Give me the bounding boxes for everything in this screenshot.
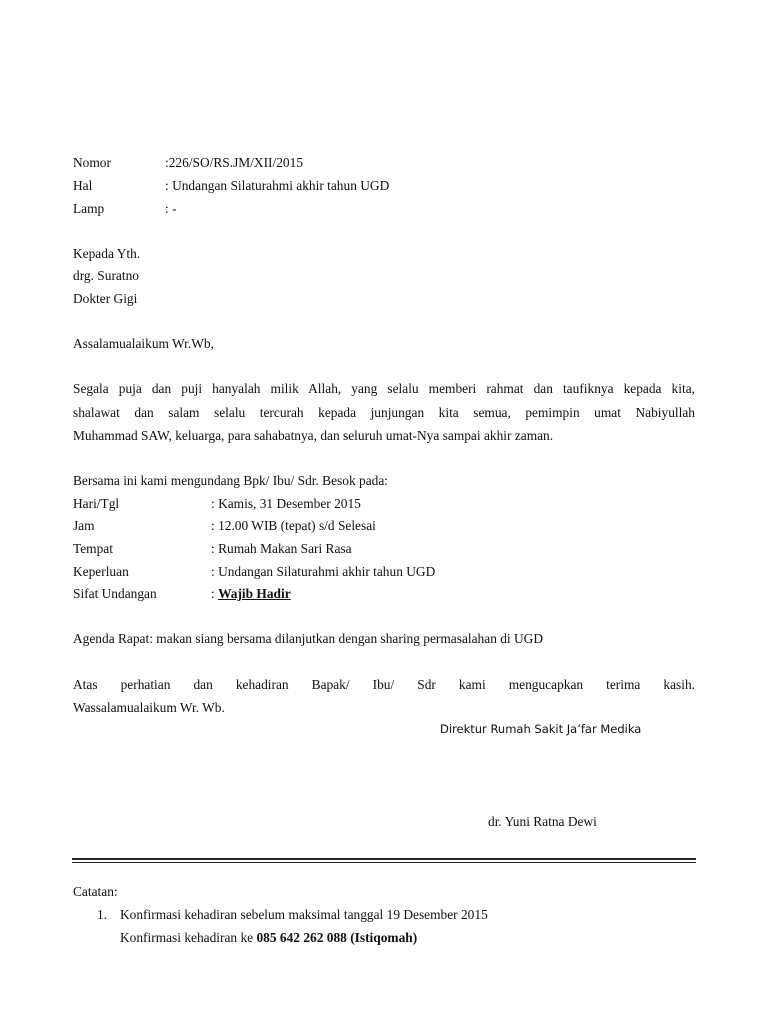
notes-item-line-2: [120, 931, 417, 944]
agenda: Agenda Rapat: makan siang bersama dilanjutkan dengan sharing permasalahan di UGD: [73, 631, 544, 646]
greeting: Assalamualaikum Wr.Wb,: [73, 336, 214, 351]
keperluan-label: Keperluan: [73, 564, 129, 579]
signature-title: Direktur Rumah Sakit Ja’far Medika: [440, 722, 642, 736]
hari-label: Hari/Tgl: [73, 496, 120, 511]
nomor-label: Nomor: [73, 155, 111, 170]
notes-item-line-2-prefix: Konfirmasi kehadiran ke: [120, 930, 254, 945]
keperluan-value: : Undangan Silaturahmi akhir tahun UGD: [211, 564, 436, 579]
tempat-value: : Rumah Makan Sari Rasa: [211, 541, 352, 556]
sifat-value-row: [211, 587, 291, 600]
lamp-label: Lamp: [73, 201, 105, 216]
nomor-value: :226/SO/RS.JM/XII/2015: [165, 155, 304, 170]
notes-heading: Catatan:: [73, 884, 118, 899]
hari-value: : Kamis, 31 Desember 2015: [211, 496, 361, 511]
invitation-intro: Bersama ini kami mengundang Bpk/ Ibu/ Sdr. Besok pada:: [73, 473, 389, 488]
jam-label: Jam: [73, 518, 95, 533]
opening-line-2: shalawat dan salam selalu tercurah kepada junjungan kita semua, pemimpin umat Nabiyullah: [73, 405, 695, 420]
recipient-line-1: Kepada Yth.: [73, 246, 141, 261]
sifat-label: Sifat Undangan: [73, 586, 157, 601]
recipient-line-2: drg. Suratno: [73, 268, 139, 283]
divider-line-thin: [72, 862, 696, 863]
notes-item-line-1: Konfirmasi kehadiran sebelum maksimal tanggal 19 Desember 2015: [120, 907, 488, 922]
signature-name: dr. Yuni Ratna Dewi: [488, 814, 597, 829]
contact-phone: 085 642 262 088 (Istiqomah): [256, 930, 418, 945]
hal-value: : Undangan Silaturahmi akhir tahun UGD: [165, 178, 390, 193]
closing-line-2: Wassalamualaikum Wr. Wb.: [73, 700, 225, 715]
tempat-label: Tempat: [73, 541, 113, 556]
opening-line-1: Segala puja dan puji hanyalah milik Allah, yang selalu memberi rahmat dan taufiknya kepada kita,: [73, 381, 695, 396]
jam-value: : 12.00 WIB (tepat) s/d Selesai: [211, 518, 376, 533]
opening-line-3: Muhammad SAW, keluarga, para sahabatnya, dan seluruh umat-Nya sampai akhir zaman.: [73, 428, 554, 443]
recipient-line-3: Dokter Gigi: [73, 291, 138, 306]
sifat-value: Wajib Hadir: [218, 586, 291, 601]
closing-line-1: Atas perhatian dan kehadiran Bapak/ Ibu/ Sdr kami mengucapkan terima kasih.: [73, 677, 695, 692]
divider-line-thick: [72, 858, 696, 860]
notes-item-number: 1.: [97, 907, 108, 922]
hal-label: Hal: [73, 178, 93, 193]
sifat-colon: :: [211, 586, 215, 601]
lamp-value: : -: [165, 201, 177, 216]
